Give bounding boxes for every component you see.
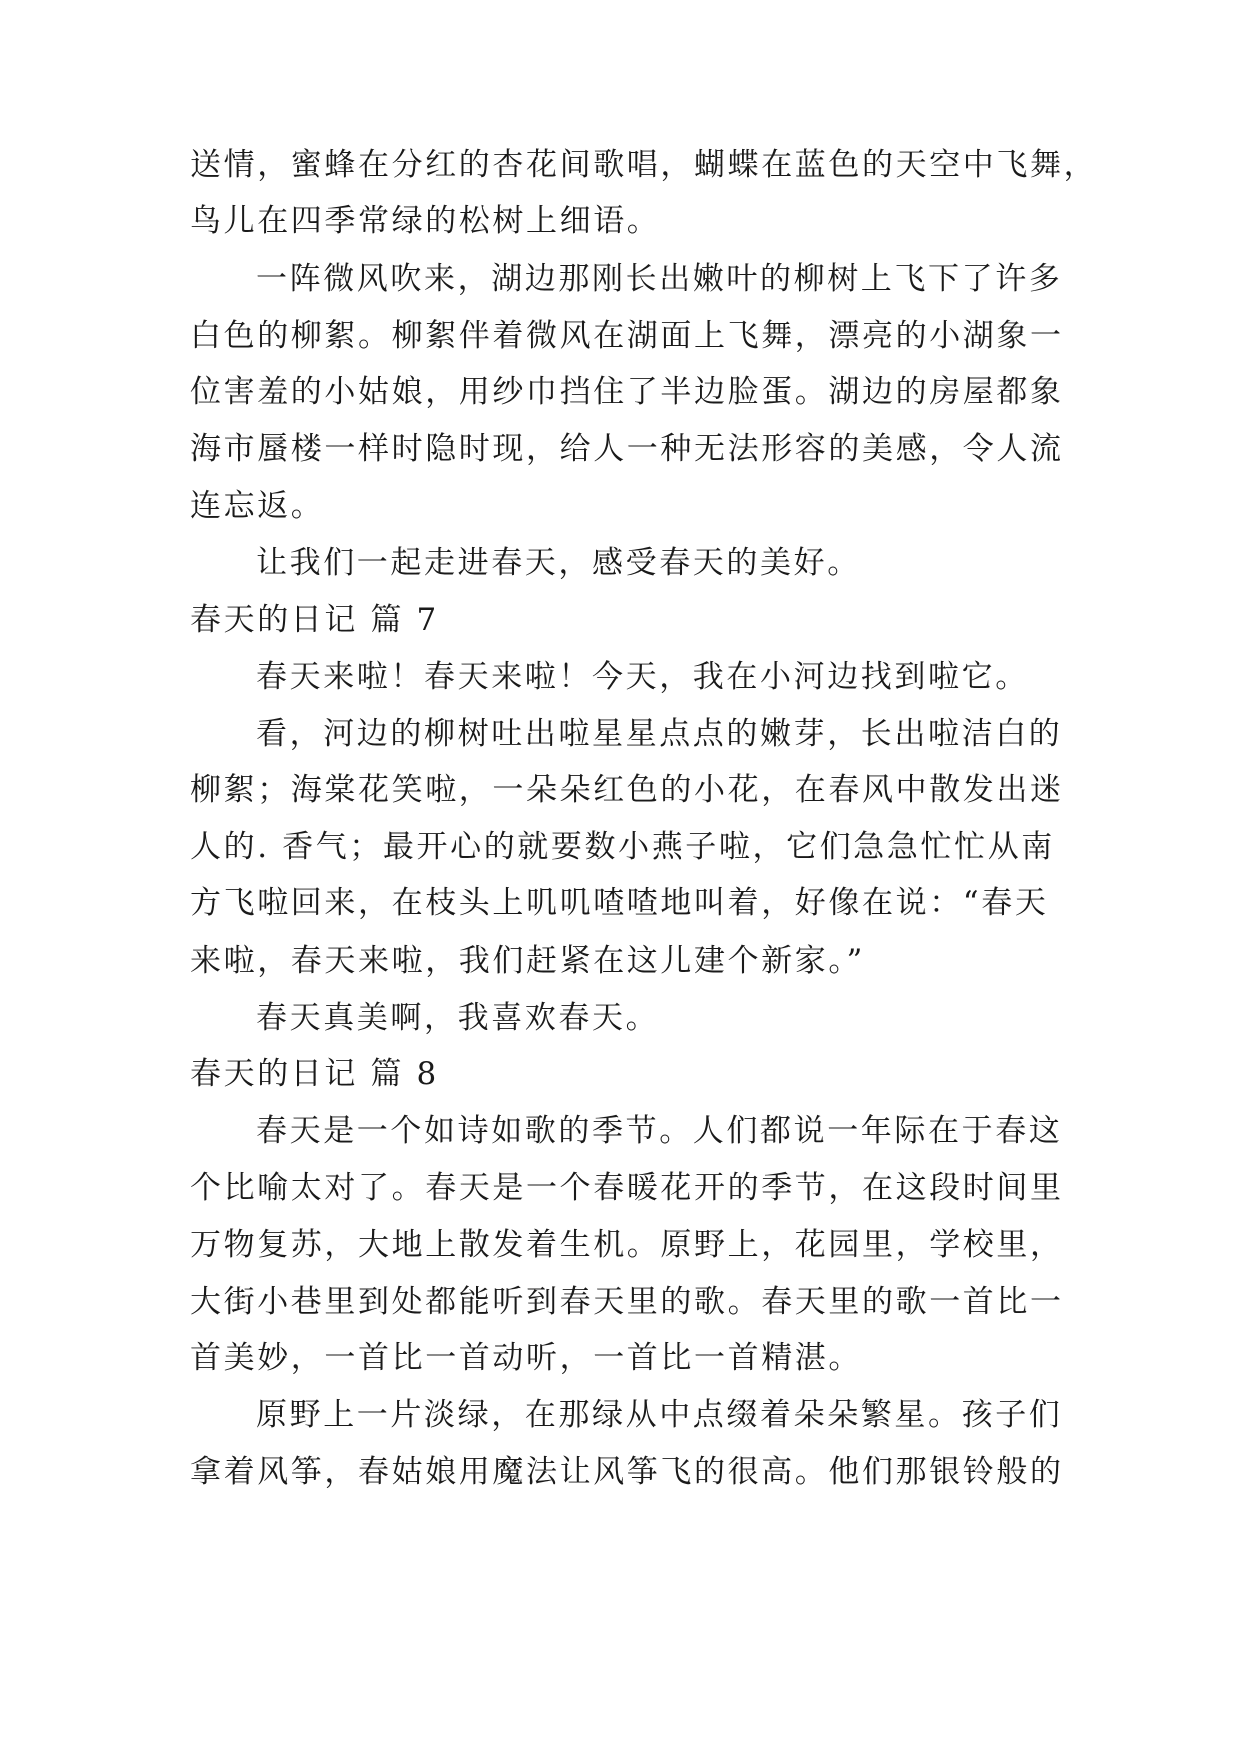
paragraph-line: 连忘返。 bbox=[190, 488, 325, 524]
paragraph-line: 看，河边的柳树吐出啦星星点点的嫩芽，长出啦洁白的 bbox=[256, 716, 1063, 752]
paragraph-line: 首美妙，一首比一首动听，一首比一首精湛。 bbox=[190, 1340, 862, 1376]
paragraph-line: 柳絮；海棠花笑啦，一朵朵红色的小花，在春风中散发出迷 bbox=[190, 772, 1064, 808]
paragraph-line: 春天真美啊，我喜欢春天。 bbox=[256, 1000, 660, 1036]
paragraph-line: 春天是一个如诗如歌的季节。人们都说一年际在于春这 bbox=[256, 1113, 1063, 1149]
paragraph-line: 拿着风筝，春姑娘用魔法让风筝飞的很高。他们那银铃般的 bbox=[190, 1454, 1064, 1490]
paragraph-line: 来啦，春天来啦，我们赶紧在这儿建个新家。” bbox=[190, 943, 865, 979]
paragraph-line: 大街小巷里到处都能听到春天里的歌。春天里的歌一首比一 bbox=[190, 1284, 1064, 1320]
paragraph-line: 一阵微风吹来，湖边那刚长出嫩叶的柳树上飞下了许多 bbox=[256, 261, 1063, 297]
paragraph-line: 个比喻太对了。春天是一个春暖花开的季节，在这段时间里 bbox=[190, 1170, 1064, 1206]
paragraph-line: 送情，蜜蜂在分红的杏花间歌唱，蝴蝶在蓝色的天空中飞舞， bbox=[190, 147, 1098, 183]
paragraph-line: 让我们一起走进春天，感受春天的美好。 bbox=[256, 545, 861, 581]
paragraph-line: 原野上一片淡绿，在那绿从中点缀着朵朵繁星。孩子们 bbox=[256, 1397, 1063, 1433]
paragraph-line: 方飞啦回来，在枝头上叽叽喳喳地叫着，好像在说：“春天 bbox=[190, 885, 1049, 921]
paragraph-line: 春天来啦！春天来啦！今天，我在小河边找到啦它。 bbox=[256, 659, 1029, 695]
paragraph-line: 白色的柳絮。柳絮伴着微风在湖面上飞舞，漂亮的小湖象一 bbox=[190, 318, 1064, 354]
paragraph-line: 位害羞的小姑娘，用纱巾挡住了半边脸蛋。湖边的房屋都象 bbox=[190, 374, 1064, 410]
section-heading: 春天的日记 篇 8 bbox=[190, 1056, 439, 1092]
paragraph-line: 万物复苏，大地上散发着生机。原野上，花园里，学校里， bbox=[190, 1227, 1064, 1263]
paragraph-line: 人的. 香气；最开心的就要数小燕子啦，它们急急忙忙从南 bbox=[190, 829, 1055, 865]
paragraph-line: 鸟儿在四季常绿的松树上细语。 bbox=[190, 203, 661, 239]
section-heading: 春天的日记 篇 7 bbox=[190, 602, 439, 638]
paragraph-line: 海市蜃楼一样时隐时现，给人一种无法形容的美感，令人流 bbox=[190, 431, 1064, 467]
